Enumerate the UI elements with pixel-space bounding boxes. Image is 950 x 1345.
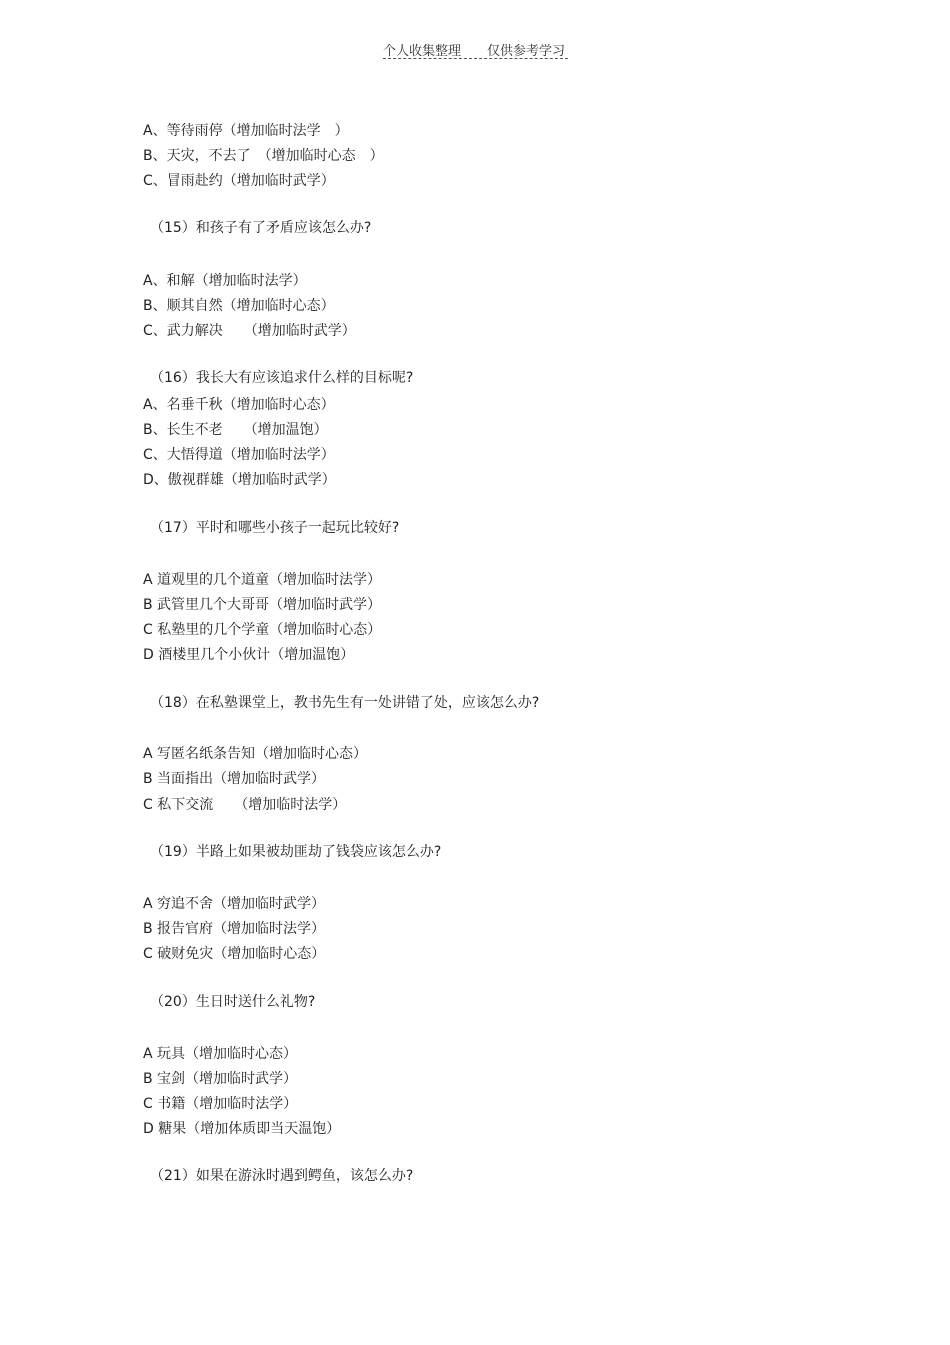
- question-line: （20）生日时送什么礼物?: [150, 994, 316, 1010]
- option-line: B 当面指出（增加临时武学）: [143, 771, 326, 787]
- option-line: A、和解（增加临时法学）: [143, 273, 307, 289]
- option-line: B、天灾，不去了 （增加临时心态 ）: [143, 148, 384, 164]
- option-line: D 酒楼里几个小伙计（增加温饱）: [143, 647, 355, 663]
- option-line: B 宝剑（增加临时武学）: [143, 1071, 298, 1087]
- option-line: A、名垂千秋（增加临时心态）: [143, 397, 335, 413]
- option-line: A 写匿名纸条告知（增加临时心态）: [143, 746, 368, 762]
- option-line: C 书籍（增加临时法学）: [143, 1096, 298, 1112]
- question-line: （17）平时和哪些小孩子一起玩比较好?: [150, 520, 400, 536]
- option-line: D、傲视群雄（增加临时武学）: [143, 472, 336, 488]
- option-line: A 道观里的几个道童（增加临时法学）: [143, 572, 382, 588]
- option-line: B 报告官府（增加临时法学）: [143, 921, 326, 937]
- option-line: C、大悟得道（增加临时法学）: [143, 447, 335, 463]
- option-line: A 玩具（增加临时心态）: [143, 1046, 298, 1062]
- question-line: （15）和孩子有了矛盾应该怎么办?: [150, 220, 372, 236]
- question-line: （18）在私塾课堂上，教书先生有一处讲错了处，应该怎么办?: [150, 695, 540, 711]
- option-line: B、长生不老 （增加温饱）: [143, 422, 328, 438]
- option-line: C 破财免灾（增加临时心态）: [143, 946, 326, 962]
- option-line: C 私塾里的几个学童（增加临时心态）: [143, 622, 382, 638]
- option-line: A 穷追不舍（增加临时武学）: [143, 896, 326, 912]
- option-line: B 武管里几个大哥哥（增加临时武学）: [143, 597, 382, 613]
- option-line: D 糖果（增加体质即当天温饱）: [143, 1121, 341, 1137]
- question-line: （16）我长大有应该追求什么样的目标呢?: [150, 370, 414, 386]
- option-line: C、武力解决 （增加临时武学）: [143, 323, 356, 339]
- page-header: 个人收集整理 仅供参考学习: [383, 40, 568, 59]
- option-line: C 私下交流 （增加临时法学）: [143, 797, 347, 813]
- question-line: （19）半路上如果被劫匪劫了钱袋应该怎么办?: [150, 844, 442, 860]
- option-line: A、等待雨停（增加临时法学 ）: [143, 123, 349, 139]
- question-line: （21）如果在游泳时遇到鳄鱼，该怎么办?: [150, 1168, 414, 1184]
- option-line: C、冒雨赴约（增加临时武学）: [143, 173, 335, 189]
- option-line: B、顺其自然（增加临时心态）: [143, 298, 335, 314]
